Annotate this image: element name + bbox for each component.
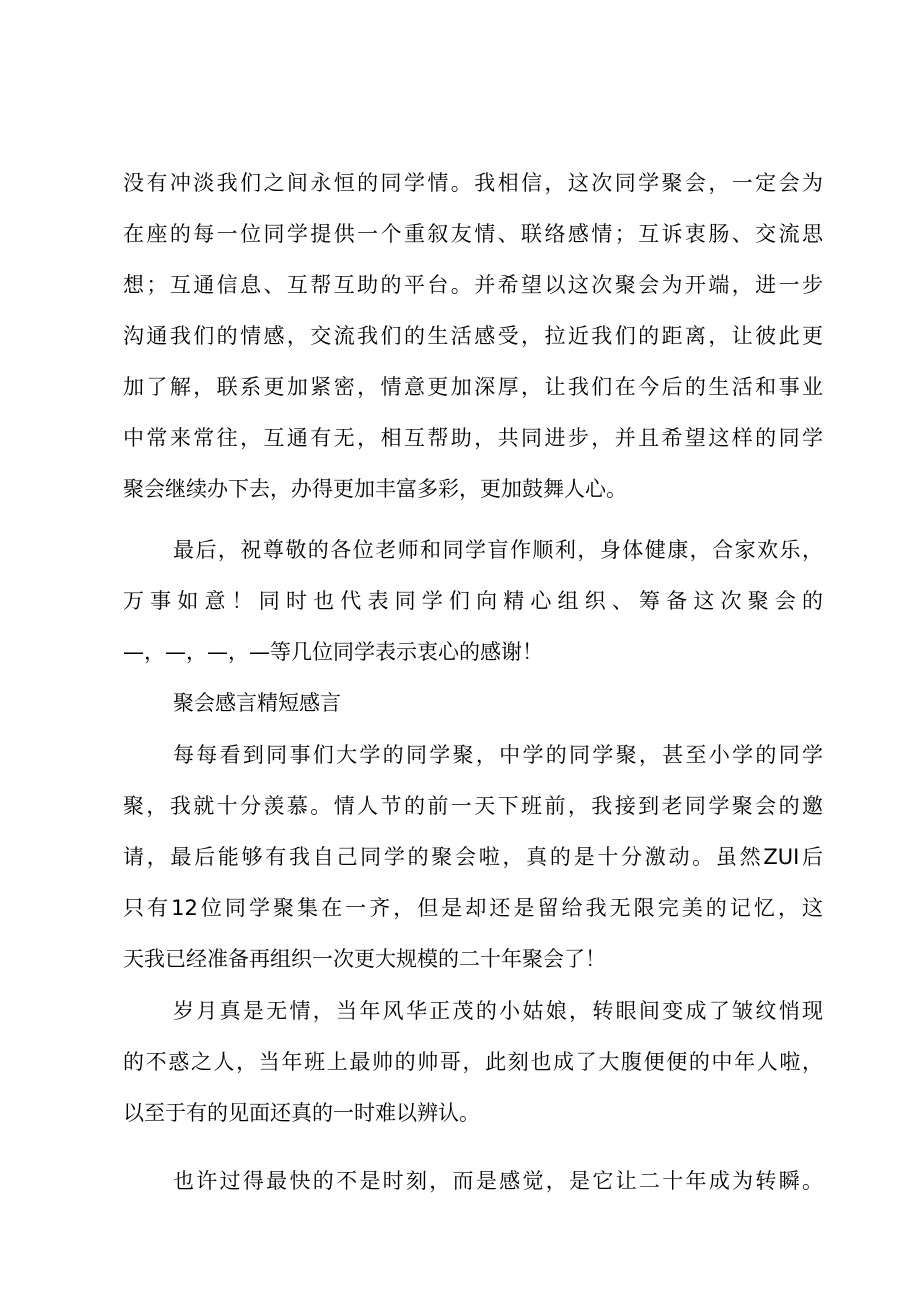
text-line: 最后，祝尊敬的各位老师和同学盲作顺利，身体健康，合家欢乐， [173, 538, 823, 562]
text-line: 只有12位同学聚集在一齐，但是却还是留给我无限完美的记忆，这 [123, 896, 823, 920]
text-line: 也许过得最快的不是时刻，而是感觉，是它让二十年成为转瞬。 [173, 1169, 823, 1193]
text-line: 没有冲淡我们之间永恒的同学情。我相信，这次同学聚会，一定会为 [123, 171, 823, 195]
text-line: 的不惑之人，当年班上最帅的帅哥，此刻也成了大腹便便的中年人啦， [123, 1050, 823, 1074]
text-line: 在座的每一位同学提供一个重叙友情、联络感情；互诉衷肠、交流思 [123, 222, 823, 246]
text-line: 想；互通信息、互帮互助的平台。并希望以这次聚会为开端，进一步 [123, 273, 823, 297]
text-line: 请，最后能够有我自己同学的聚会啦，真的是十分激动。虽然ZUI后 [123, 845, 823, 869]
text-line: —，—，—，—等几位同学表示衷心的感谢！ [123, 640, 543, 664]
section-heading: 聚会感言精短感言 [173, 691, 341, 715]
text-line: 聚会继续办下去，办得更加丰富多彩，更加鼓舞人心。 [123, 477, 627, 501]
text-line: 加了解，联系更加紧密，情意更加深厚，让我们在今后的生活和事业 [123, 375, 823, 399]
text-line: 天我已经准备再组织一次更大规模的二十年聚会了！ [123, 947, 606, 971]
text-line: 每每看到同事们大学的同学聚，中学的同学聚，甚至小学的同学 [173, 743, 823, 767]
text-line: 以至于有的见面还真的一时难以辨认。 [123, 1101, 480, 1125]
text-line: 岁月真是无情，当年风华正茂的小姑娘，转眼间变成了皱纹悄现 [173, 999, 823, 1023]
text-line: 万事如意！同时也代表同学们向精心组织、筹备这次聚会的 [123, 589, 823, 613]
text-line: 聚，我就十分羡慕。情人节的前一天下班前，我接到老同学聚会的邀 [123, 794, 823, 818]
text-line: 中常来常往，互通有无，相互帮助，共同进步，并且希望这样的同学 [123, 426, 823, 450]
text-line: 沟通我们的情感，交流我们的生活感受，拉近我们的距离，让彼此更 [123, 324, 823, 348]
